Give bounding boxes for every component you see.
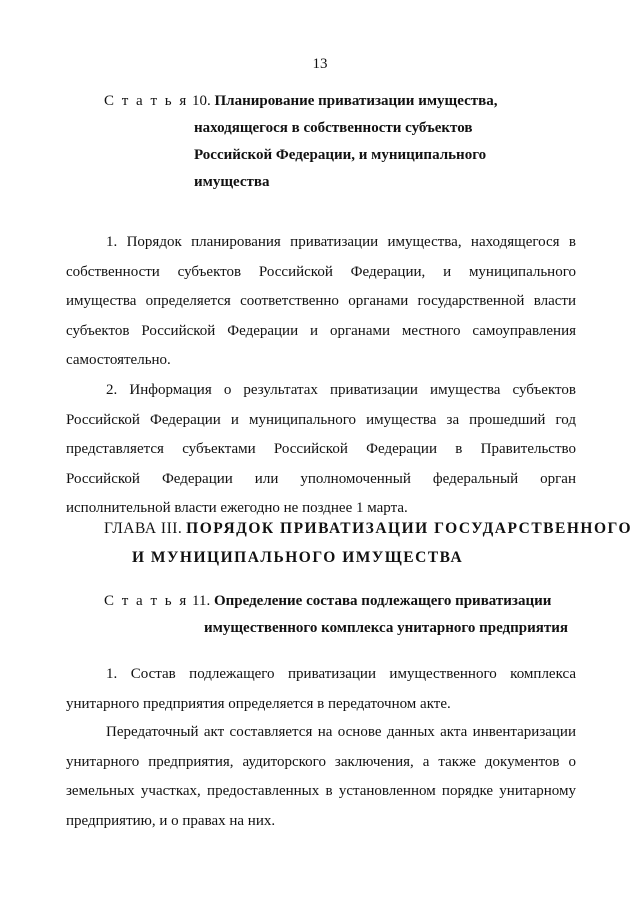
article-10-paragraph-2: 2. Информация о результатах приватизации имущества субъектов Российской Федерации и муниципального имущества за прошедший год представляется субъектами Российской Федерации в Правительство Российской Федерации или уполномоченный федеральный орган исполнительной власти ежегодно не позднее 1 марта.: [66, 382, 576, 516]
article-11-heading: [104, 588, 568, 642]
article-10-title-line-1: Планирование приватизации имущества,: [214, 93, 498, 109]
article-11-title-line-2: имущественного комплекса унитарного предприятия: [204, 620, 568, 636]
chapter-3-title-line-1: ПОРЯДОК ПРИВАТИЗАЦИИ ГОСУДАРСТВЕННОГО: [186, 520, 633, 537]
article-10-title-line-3: Российской Федерации, и муниципального: [194, 147, 487, 163]
article-10-title-line-2: находящегося в собственности субъектов: [194, 120, 473, 136]
chapter-3-heading: [0, 514, 640, 572]
chapter-3-title-line-2: И МУНИЦИПАЛЬНОГО ИМУЩЕСТВА: [132, 549, 464, 566]
article-10-number: 10.: [192, 93, 211, 109]
article-10-paragraph-1: 1. Порядок планирования приватизации имущества, находящегося в собственности субъектов Российской Федерации, и муниципального имущества определяется соответственно органами государственной власти субъектов Российской Федерации и органами местного самоуправления самостоятельно.: [66, 234, 576, 368]
article-11-label: С т а т ь я: [104, 593, 189, 609]
chapter-3-heading-line-1: [0, 514, 640, 543]
chapter-3-label: ГЛАВА III.: [104, 520, 183, 537]
article-11-number: 11.: [192, 593, 211, 609]
page-number: 13: [312, 56, 328, 72]
article-11-title-line-1: Определение состава подлежащего приватизации: [213, 593, 552, 609]
article-10-label: С т а т ь я: [104, 93, 189, 109]
article-11-paragraph-2: Передаточный акт составляется на основе данных акта инвентаризации унитарного предприятия, аудиторского заключения, а также документов о земельных участках, предоставленных в установленном порядке унитарному предприятию, и о правах на них.: [66, 724, 576, 829]
article-11-paragraph-1: 1. Состав подлежащего приватизации имущественного комплекса унитарного предприятия определяется в передаточном акте.: [66, 666, 576, 712]
article-10-title-line-4: имущества: [194, 174, 270, 190]
article-10-heading: [104, 88, 497, 196]
